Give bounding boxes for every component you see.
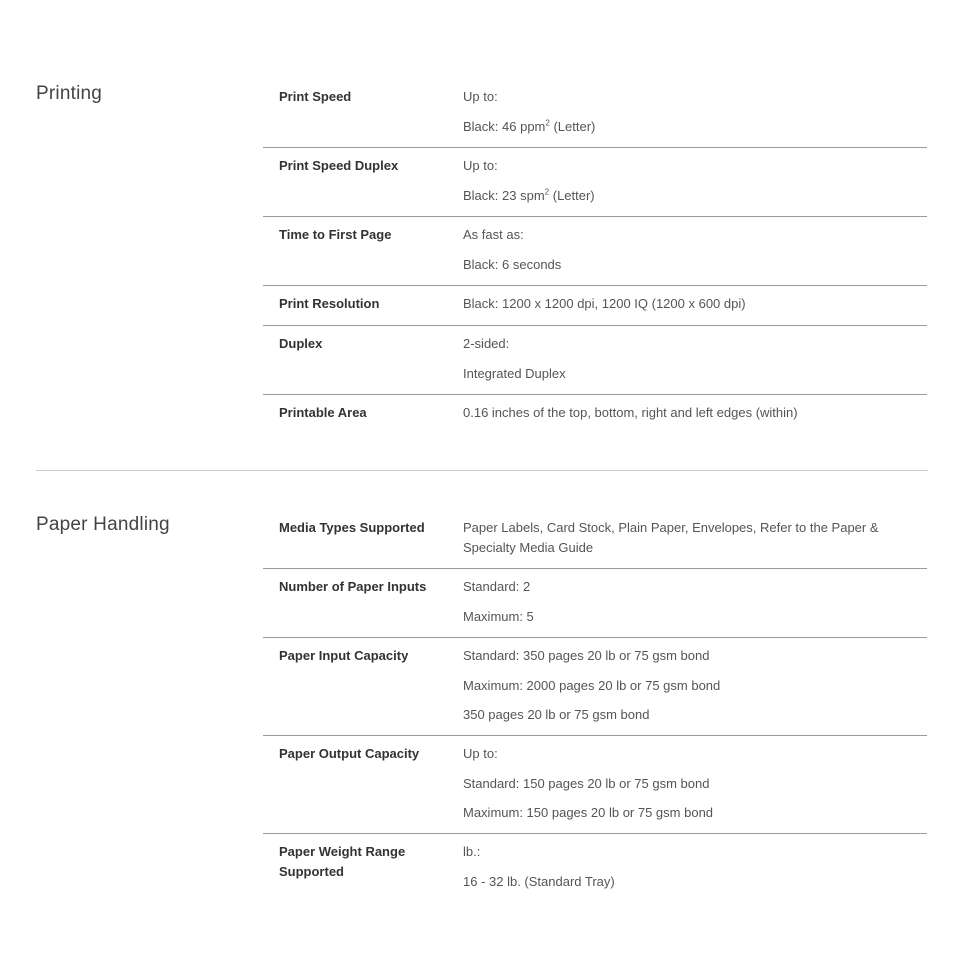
spec-value-with-footnote	[463, 186, 927, 206]
spec-value: 16 - 32 lb. (Standard Tray)	[463, 873, 615, 889]
spec-row-number-of-paper-inputs	[263, 569, 927, 638]
spec-row-paper-input-capacity	[263, 638, 927, 736]
spec-value: Up to:	[463, 746, 498, 761]
spec-value: Integrated Duplex	[463, 365, 566, 381]
spec-value: lb.:	[463, 844, 481, 859]
spec-values	[463, 87, 927, 147]
spec-label: Time to First Page	[279, 227, 392, 242]
spec-value: Black: 23 spm	[463, 187, 545, 203]
spec-values	[463, 225, 927, 285]
spec-values	[463, 156, 927, 216]
spec-label: Duplex	[279, 336, 323, 351]
spec-label: Printable Area	[279, 405, 367, 420]
spec-values	[463, 842, 927, 903]
spec-label: Media Types Supported	[279, 520, 425, 535]
spec-value-with-footnote	[463, 117, 927, 137]
spec-value: Maximum: 5	[463, 608, 534, 624]
spec-value: Standard: 150 pages 20 lb or 75 gsm bond	[463, 775, 710, 791]
spec-value: (Letter)	[553, 118, 596, 134]
printing-spec-table	[263, 83, 927, 435]
spec-value: Black: 6 seconds	[463, 256, 562, 272]
spec-row-paper-output-capacity	[263, 736, 927, 834]
spec-row-duplex	[263, 326, 927, 395]
spec-label: Number of Paper Inputs	[279, 579, 427, 594]
spec-row-media-types	[263, 514, 927, 569]
spec-label: Print Resolution	[279, 296, 380, 311]
spec-value: Up to:	[463, 89, 498, 104]
footnote-marker: 2	[545, 118, 550, 128]
spec-row-time-to-first-page	[263, 217, 927, 286]
spec-value: 350 pages 20 lb or 75 gsm bond	[463, 707, 650, 723]
spec-values	[463, 646, 927, 735]
section-title-paper-handling: Paper Handling	[36, 514, 170, 535]
spec-values	[463, 294, 927, 325]
spec-label: Print Speed	[279, 89, 352, 104]
spec-values	[463, 577, 927, 637]
spec-value: (Letter)	[552, 187, 595, 203]
spec-value: Maximum: 2000 pages 20 lb or 75 gsm bond	[463, 677, 721, 693]
spec-values	[463, 518, 927, 568]
section-title-printing: Printing	[36, 83, 103, 104]
spec-label: Paper Input Capacity	[279, 648, 409, 663]
spec-row-paper-weight-range	[263, 834, 927, 903]
spec-row-print-resolution	[263, 286, 927, 326]
spec-values	[463, 744, 927, 833]
spec-value: Standard: 350 pages 20 lb or 75 gsm bond	[463, 648, 710, 663]
footnote-marker: 2	[544, 187, 550, 197]
spec-label: Print Speed Duplex	[279, 158, 399, 173]
spec-value: As fast as:	[463, 227, 524, 242]
spec-value: 0.16 inches of the top, bottom, right and left edges (within)	[463, 405, 798, 420]
spec-label: Paper Weight Range Supported	[279, 844, 406, 879]
spec-value: Black: 46 ppm	[463, 118, 546, 134]
spec-value: 2-sided:	[463, 336, 510, 351]
spec-values	[463, 403, 927, 435]
spec-row-print-speed	[263, 83, 927, 148]
spec-value: Maximum: 150 pages 20 lb or 75 gsm bond	[463, 805, 714, 821]
spec-row-printable-area	[263, 395, 927, 435]
spec-value: Black: 1200 x 1200 dpi, 1200 IQ (1200 x 600 dpi)	[463, 296, 746, 311]
spec-value: Standard: 2	[463, 579, 531, 594]
spec-row-print-speed-duplex	[263, 148, 927, 217]
spec-value: Up to:	[463, 158, 498, 173]
spec-values	[463, 334, 927, 394]
spec-label: Paper Output Capacity	[279, 746, 420, 761]
section-divider	[36, 470, 928, 471]
spec-value: Paper Labels, Card Stock, Plain Paper, Envelopes, Refer to the Paper & Specialty Media Guide	[463, 520, 879, 555]
paper-handling-spec-table	[263, 514, 927, 903]
